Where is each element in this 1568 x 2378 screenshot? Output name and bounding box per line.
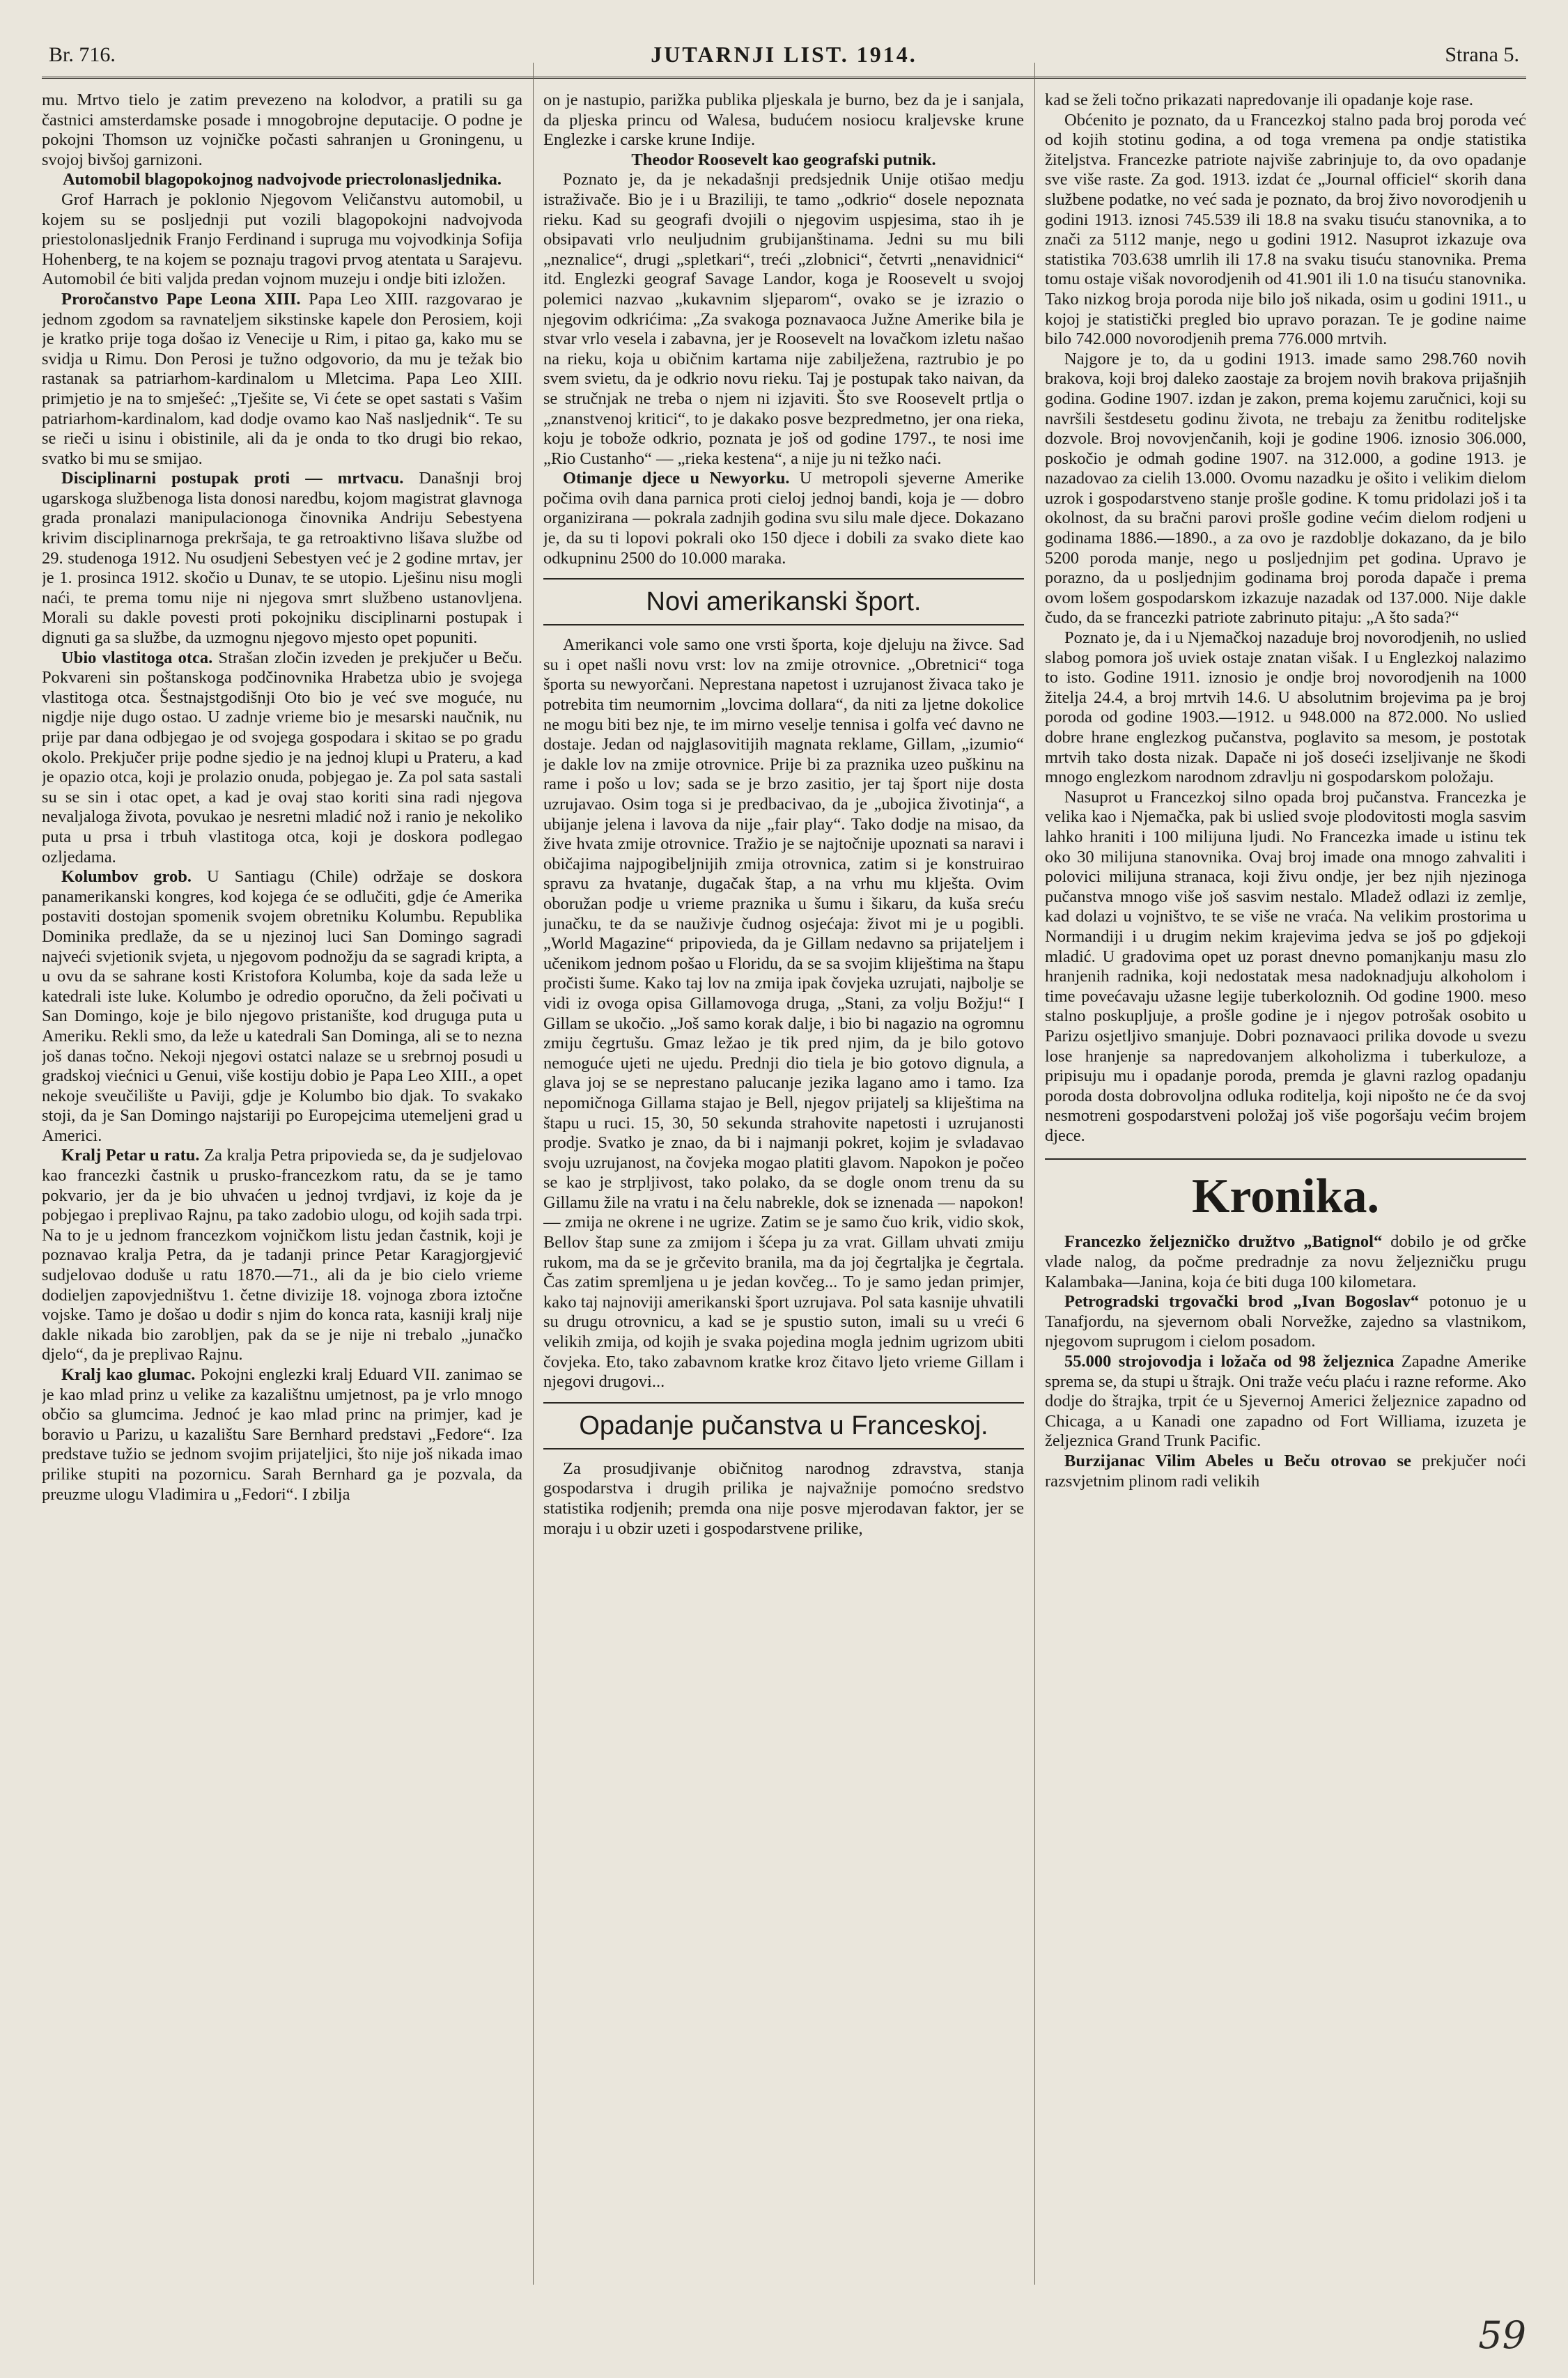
article-heading: Ubio vlastitoga otca. (61, 648, 213, 667)
article-text: prekjučer noći razsvjetnim plinom radi velikih (1045, 1452, 1526, 1491)
article-heading: Kralj Petar u ratu. (61, 1146, 200, 1165)
article-paragraph (42, 190, 522, 290)
article-paragraph (42, 1365, 522, 1505)
article-text: Amerikanci vole samo one vrsti športa, koje djeluju na živce. Sad su i opet našli novu vrst: lov na zmije otrovnice. „Obretnici“ toga športa su newyorčani. Neprestana napetost i uzrujanost živaca tako je potrebita tim neumornim „lovcima dollara“, da niti za ljetne dokolice ne mogu biti bez nje, te im mirno veselje tennisa i golfa već davno ne dostaje. Jedan od najglasovitijih magnata reklame, Gillam, „izumio“ je dakle lov na zmije otrovnice. Prije bi za praznika uzeo puškinu na rame i pošo u lov; sada se je brzo zasitio, jer taj šport nije dosta uzrujavao. Osim toga si je predbacivao, da je „ubojica životinja“, a ubijanje jelena i lavova da nije „fair play“. Tako dodje na misao, da žive hvata zmije otrovnice. Tražio je se najtočnije upoznati sa naravi i običajima najpogibeljnijih zmija otrovnica, zatim si je konstruirao spravu za hvatanje, dugačak štap, a na vrhu mu klješta. Ovim oboružan podje u vrieme praznika u šumu i šikaru, da kuša sreću junačku, te da se nauživje čudnog osjećaja: život mi je u pogibli. „World Magazine“ pripovieda, da je Gillam nedavno sa prijateljem i učenikom jednom pošao u Floridu, da se sa svojim kliještima na štapu pročisti šume. Kako taj lov na zmija ipak čovjeka uzrujati, najbolje se vidi iz ovoga opisa Gillamovoga druga, „Stani, za volju Božju!“ I Gillam se ukočio. „Još samo korak dalje, i bio bi nagazio na ogromnu zmiju čegrtušu. Gmaz ležao je tik pred njim, da je bilo gotovo nemoguće ujeti ne ujedu. Prednji dio tiela je bio gotovo dignula, a glava joj se se neprestano palucanje jezika lagano amo i tamo. Iza nepomičnoga Gillama stajao je Bell, njegov prijatelj sa kliještima na štapu u ruci. 15, 30, 50 sekunda strahovite napetosti i uzrujanosti prodje. Svatko je znao, da bi i najmanji pokret, kojim je svladavao svoju uzrujanost, na čovjeka mogao platiti glavom. Napokon je počeo se kao je strpljivost, tako polako, da se dogle onom trenu da su Gillamu žile na vratu i na čelu nabrekle, dok se iznenada — napokon! — zmija ne okrene i ne ugrize. Zatim se je samo čuo krik, vidio skok, Bellov štap sune za zmijom i šćepa ju za vrat. Gillam uhvati zmiju rukom, ma da se je grčevito branila, ma da joj čegrtaljka je čegrtala. Čas zatim spremljena u je jedan kovčeg... To je samo jedan primjer, kako taj najnoviji amerikanski šport uzrujava. Pol sata kasnije uhvatili su drugu otrovnicu, a kad se je spustio suton, imali su u vreći 6 velikih zmija, od kojih je svaka pojedina mogla jednim ugrizom ubiti čovjeka. Eto, tako zabavnom kratke kroz čitavo ljeto vrieme Gillam i njegovi drugovi... (543, 635, 1024, 1392)
article-text: Za kralja Petra pripovieda se, da je sudjelovao kao francezki častnik u prusko-francezkom ratu, da se je tamo pokvario, jer da je bio uhvaćen u jednoj tvrdjavi, iz koje da je pobjegao i preplivao Rajnu, pa tako zadobio ulogu, od kojih sada trpi. Na to je u jednom francezkom vojničkom listu jedan častnik, koji je poznavao kralja Petra, da je tadanji prince Petar Karagjorgjević sudjelovao doduše u ratu 1870.—71., ali da je bio cielo vrieme dodieljen zapovjedništvu 1. četne divizije 18. vojnoga zbora iztočne vojske. Tamo je došao u dodir s njim do konca rata, kasniji kralj nije dakle nikada bio zarobljen, pak da se je nije ni trebalo „junačko djelo“, da je preplivao Rajnu. (42, 1146, 522, 1365)
article-paragraph (1045, 111, 1526, 350)
article-paragraph (543, 91, 1024, 150)
article-paragraph (1045, 1452, 1526, 1491)
article-text: Najgore je to, da u godini 1913. imade samo 298.760 novih brakova, koji broj daleko zaostaje za brojem novih brakova prijašnjih godina. Godine 1907. izdan je zakon, prema kojemu zaručnici, koji su navršili šestdesetu godinu života, ne trebaju za ženitbu roditeljske dozvole. Broj novovjenčanih, koji je godine 1906. iznosio 306.000, poskočio je odmah godine 1907. na 312.000, a godine 1913. je nazadovao za cielih 13.000. Ovomu nazadku je ošito i velikim dielom uzrok i gospodarstveno stanje prošle godine. K tomu pridolazi još i ta okolnost, da su bračni parovi prošle godine većim dielom rodjeni u godinama 1886.—1890., a za ovo je razdoblje dokazano, da je bilo 5200 poroda manje, nego u posljednjim pet godina. Upravo je porazno, da u posljednjim godinama broj poroda dapače i prema ovom lošem gospodarskom izkazuje nazadak od 137.000. Nije dakle čudo, da se francezki patriote zabrinuto pitaju: „A što sada?“ (1045, 349, 1526, 628)
article-paragraph (543, 1459, 1024, 1539)
column-rule (533, 63, 534, 2285)
article-heading: Disciplinarni postupak proti — mrtvacu. (61, 469, 404, 488)
article-text: mu. Mrtvo tielo je zatim prevezeno na kolodvor, a pratili su ga častnici amsterdamske posade i mnogobrojne deputacije. O podne je pokojni Thomson uz vojničke počasti sahranjen u Groningenu, u svojoj bivšoj garnizoni. (42, 91, 522, 169)
issue-number: Br. 716. (49, 43, 116, 66)
article-paragraph (42, 469, 522, 648)
article-text: dobilo je od grčke vlade nalog, da počme predradnje za novu željezničku prugu Kalambaka—Janina, koja će biti duga 100 kilometara. (1045, 1232, 1526, 1291)
article-heading: Kolumbov grob. (61, 867, 192, 887)
article-paragraph (42, 867, 522, 1146)
article-heading: Automobil blagopokojnog nadvojvode prieстolonasljednika. (62, 170, 502, 189)
column-2 (543, 91, 1024, 2319)
article-text: Poznato je, da i u Njemačkoj nazaduje broj novorodjenih, no uslied slabog pomora još uviek ostaje znatan višak. I u Englezkoj nalazimo to isto. Godine 1911. iznosio je ondje broj novorodjenih na 1000 žitelja 24.4, a broj mrtvih 14.6. U absolutnim brojevima pa je broj poroda od godine 1903.—1912. u 948.000 na 872.000. No uslied dobre hrane englezkog pučanstva, poglavito sa mesom, je postotak mrtvih tako dosta nizak. Dapače ni još doseći izseljivanje ne škodi mnogo englezkom narodnom zdravlju ni gospodarskom položaju. (1045, 628, 1526, 787)
section-heading: Novi amerikanski šport. (543, 578, 1024, 625)
article-text: Grof Harrach je poklonio Njegovom Veličanstvu automobil, u kojem su se posljednji put vozili blagopokojni nadvojvoda priestolonasljednik Franjo Ferdinand i supruga mu vojvodkinja Sofija Hohenberg, te na kojem se poznaju tragovi prvog atentata u Sarajevu. Automobil će biti valjda predan vojnom muzeju i ondje biti izložen. (42, 189, 522, 289)
article-text: Poznato je, da je nekadašnji predsjednik Unije otišao medju istraživače. Bio je i u Braziliji, te tamo „odkrio“ dosele nepoznata rieku. Kad su geografi dvojili o njegovim uspjesima, stao ih je obsipavati vrlo neuljudnim grubijanštinama. Jedni su mu bili „neznalice“, drugi „spletkari“, treći „zlobnici“, četvrti „nenavidnici“ itd. Englezki geograf Savage Landor, koga je Roosevelt u svojoj polemici nazvao „kukavnim sljeparom“, ovako se je izrazio o njegovim odkrićima: „Za svakoga poznavaoca Južne Amerike bila je stvar vrlo vesela i zabavna, jer je Roosevelt na lovačkom izletu našao na rieku, koja u običnim kartama nije zabilježena, raztrubio je po svem svietu, da je odkrio novu rieku. Taj je postupak tako naivan, da se stručnjak ne treba o njem ni izjaviti. Što sve Roosevelt prtlja o „znanstvenoj kritici“, to je dakako posve bezpredmetno, jer ona rieka, koju je tobože odkrio, poznata je još od godine 1797., te nosi ime „Rio Custanho“ — „rieka kestena“, a nije ju ni težko naći. (543, 170, 1024, 468)
article-text: potonuo je u Tanafjordu, na sjevernom obali Norvežke, zajedno sa vlastnikom, njegovom suprugom i cielom posadom. (1045, 1292, 1526, 1351)
article-text: Za prosudjivanje običnitog narodnog zdravstva, stanja gospodarstva i drugih prilika je najvažnije pomoćno sredstvo statistika rodjenih; premda ona nije posve mjerodavan faktor, jer se moraju i u obzir uzeti i gospodarstvene prilike, (543, 1459, 1024, 1538)
article-heading: Kralj kao glumac. (61, 1365, 196, 1384)
article-text: Zapadne Amerike sprema se, da stupi u štrajk. Oni traže veću plaću i razne reforme. Ako dodje do štrajka, trpit će u Sjevernoj Americi željeznice zapadno od Chicaga, a u Kanadi one zapadno od Fort Williama, izuzeta je željeznica Grand Trunk Pacific. (1045, 1352, 1526, 1451)
article-heading: Theodor Roosevelt kao geografski putnik. (631, 150, 936, 169)
article-heading: Burzijanac Vilim Abeles u Beču otrovao se (1064, 1452, 1411, 1470)
article-paragraph (543, 170, 1024, 469)
article-heading: Francezko željezničko družtvo „Batignol“ (1064, 1232, 1383, 1252)
article-paragraph (1045, 1352, 1526, 1452)
article-text: Današnji broj ugarskoga službenoga lista donosi naredbu, kojom magistrat glavnoga grada pronalazi manipulacionoga činovnika Andriju Sebestyena krivim disciplinarnoga prekršaja, te ga retroaktivno lišava službe od 29. studenoga 1912. Nu osudjeni Sebestyen već je 2 godine mrtav, jer je 1. prosinca 1912. skočio u Dunav, te se utopio. Lješinu nisu mogli naći, te prema tomu nije ni njegova smrt službeno ustanovljena. Morali su dakle povesti proti pokojniku disciplinarni postupak i dignuti ga sa službe, da uzmognu njegovo mjesto opet popuniti. (42, 469, 522, 648)
article-text: U Santiagu (Chile) održaje se doskora panamerikanski kongres, kod kojega će se odlučiti, gdje će Amerika postaviti dostojan spomenik svojem obretniku Kolumbu. Republika Dominika predlaže, da se u njezinoj luci San Domingo sagradi najveći svjetionik svjeta, u njegovom podnožju da se sagradi kripta, a u ovu da se sahrane kosti Kristofora Kolumba, koje da sada leže u katedrali iste luke. Kolumbo je odredio oporučno, da želi počivati u San Domingo, koje je bilo njegovo pristanište, kod druguga puta u Ameriku. Rekli smo, da leže u katedrali San Dominga, ali se to nezna još danas točno. Nekoji njegovi ostatci nalaze se u srebrnoj posudi u gradskoj viećnici u Genui, više kostiju dobio je Papa Leo XIII., a opet nekoje sveučilište u Paviji, gdje je Kolumbo bio djak. To svakako stoji, da je San Domingo najstariji po Europejcima utemeljeni grad u Americi. (42, 867, 522, 1145)
article-heading: Petrogradski trgovački brod „Ivan Bogoslav“ (1064, 1292, 1420, 1312)
article-text: Obćenito je poznato, da u Francezkoj stalno pada broj poroda već od kojih stotinu godina, a od toga vremena pa ondje statistika žitelјstva. Francezke patriote najviše zabrinjuje to, da ovo opadanje sve više raste. Za god. 1913. izdat će „Journal officiel“ skorih dana službene podatke, no već sada je poznato, da broj živo novorodjenih u godini 1913. iznosi 745.539 ili 18.8 na svaku tisuću stanovnika, a to znači za 5112 manje, nego u godini 1912. Nasuprot izkazuje ova statistika 703.638 umrlih ili 17.8 na svaku tisuću stanovnika. Prema tomu ostaje višak novorodjenih od 41.901 ili 1.0 na tisuću stanovnika. Tako nizkog broja poroda nije bilo još nikada, osim u godini 1911., u kojoj je statistički pregled bio upravo porazan. Te je godine naime bilo 742.000 novorodjenih prema 776.000 mrtvih. (1045, 110, 1526, 349)
article-text: on je nastupio, parižka publika pljeskala je burno, bez da je i sanjala, da pljeska princu od Walesa, budućem nosiocu kraljevske krune Englezke i carske krune Indije. (543, 91, 1024, 150)
article-paragraph (42, 91, 522, 170)
newspaper-page (42, 28, 1526, 2350)
column-rule (1034, 63, 1035, 2285)
article-paragraph (42, 648, 522, 868)
article-paragraph (1045, 1232, 1526, 1292)
handwritten-page-mark: 59 (1478, 2313, 1526, 2357)
kronika-heading: Kronika. (1045, 1158, 1526, 1227)
article-text: kad se želi točno prikazati napredovanje ili opadanje koje rase. (1045, 91, 1473, 109)
article-paragraph (1045, 1292, 1526, 1352)
article-text: Papa Leo XIII. razgovarao je jednom zgodom sa ravnateljem sikstinske kapele don Perosiem, koji je kratko prije toga došao iz Venecije u Rim, i pitao ga, kako mu se svidja u Rimu. Don Perosi je tužno odgovorio, da mu je težak bio rastanak sa patriarhom-kardinalom u Mletcima. Papa Leo XIII. primjetio je na to smješeć: „Tješite se, Vi ćete se opet sastati s Vašim patriarhom-kardinalom, kad dodje ovamo kao Naš nasljednik“. Te su se rieči u isinu i obistinile, ali da je onda to tko drugi bio rekao, svatko bi mu se smijao. (42, 289, 522, 468)
article-text: Strašan zločin izveden je prekjučer u Beču. Pokvareni sin poštanskoga podčinovnika Hrabetza ubio je svojega vlastitoga otca. Šestnajstgodišnji Oto bio je već sve moguće, nu nigdje nije dugo ostao. U zadnje vrieme bio je mesarski naučnik, nu prije par dana odbjegao je od svojega gospodara i skitao se po gradu okolo. Prekjučer prije podne sjedio je na jednoj klupi u Prateru, a kad je opazio otca, koji je prolazio onuda, pobjegao je. Za pol sata sastali su se sin i otac opet, a kad je ovaj stao koriti sina radi njegova nevaljaloga života, povukao je nesretni mladić nož i ranio je nekoliko puta u prsa i trbuh vlastitoga otca, koji je doskora podlegao ozljedama. (42, 648, 522, 867)
page-number: Strana 5. (1445, 43, 1519, 66)
article-paragraph (42, 1146, 522, 1365)
article-heading: Proročanstvo Pape Leona XIII. (61, 289, 301, 309)
article-paragraph (42, 290, 522, 469)
article-paragraph (1045, 628, 1526, 788)
article-paragraph (543, 635, 1024, 1392)
article-text: Pokojni englezki kralj Eduard VII. zanimao se je kao mlad prinz u velike za kazalištnu umjetnost, pa je vrlo mnogo občio sa glumcima. Jednoć je kao mlad princ na primjer, kad je boravio u Parizu, u kazalištu Sare Bernhard predstavi „Fedore“. Iza predstave tužio se jednom svojim prijateljici, što nije još nikada imao prilike stupiti na pozornicu. Sarah Bernhard ga je pozvala, da preuzme ulogu Vladimira u „Fedori“. I zbilja (42, 1365, 522, 1504)
column-1 (42, 91, 522, 2319)
columns (42, 91, 1526, 2319)
article-paragraph (543, 469, 1024, 568)
page-header (42, 28, 1526, 79)
article-text: U metropoli sjeverne Amerike počima ovih dana parnica proti cieloj jednoj bandi, koja je — dobro organizirana — pokrala zadnjih godina svu silu male djece. Dokazano je, da su ti lopovi pokrali oko 150 djece i dobili za svako diete kao odkupninu 2500 do 10.000 maraka. (543, 469, 1024, 568)
article-paragraph (1045, 788, 1526, 1147)
section-heading: Opadanje pučanstva u Franceskoj. (543, 1402, 1024, 1450)
article-paragraph (1045, 91, 1526, 111)
newspaper-title: JUTARNJI LIST. 1914. (651, 42, 917, 67)
article-text: Nasuprot u Francezkoj silno opada broj pučanstva. Francezka je velika kao i Njemačka, pak bi uslied svoje plodovitosti mogla sasvim lahko hraniti i 100 milijuna ljudi. No Francezka imade u istinu tek oko 30 milijuna stanovnika. Ovaj broj imade ona mnogo zahvaliti i polovici milijuna stranaca, koji živu ondje, jer bez njih njezinoga pučanstva mnogo više još sasvim nestalo. Mladež odlazi iz zemlje, kad dolazi u vojništvo, te se više ne vraća. Na velikim prostorima u Normandiji i u drugim nekim krajevima jedva se još po gdjekoji mladić. U gradovima opet uz porast dnevno pomanjkanju masu zlo hranjenih radnika, koji nedostatak mesa nadoknadjuju alkoholom i time povećavaju užasne legije tuberkoloznih. Od godine 1900. meso stalno poskupljuje, a prošle godine je i njegov potrošak osobito u Parizu osjetljivo smanjuje. Dobri poznavaoci prilika dovode u svezu lose hranjenje sa napredovanjem alkoholizma i tuberkuloze, a pripisuju mu i opadanje poroda, premda je glavni razlog opadanju poroda dosta dobrovoljna odluka roditelja, koji nipošto ne će da svoj nesmotreni gospodarstveni položaj još više pogoršaju većim brojem djece. (1045, 787, 1526, 1145)
column-3 (1045, 91, 1526, 2319)
article-heading: Otimanje djece u Newyorku. (563, 469, 790, 488)
article-paragraph (1045, 350, 1526, 628)
article-heading: 55.000 strojovodja i ložača od 98 željeznica (1064, 1352, 1395, 1371)
